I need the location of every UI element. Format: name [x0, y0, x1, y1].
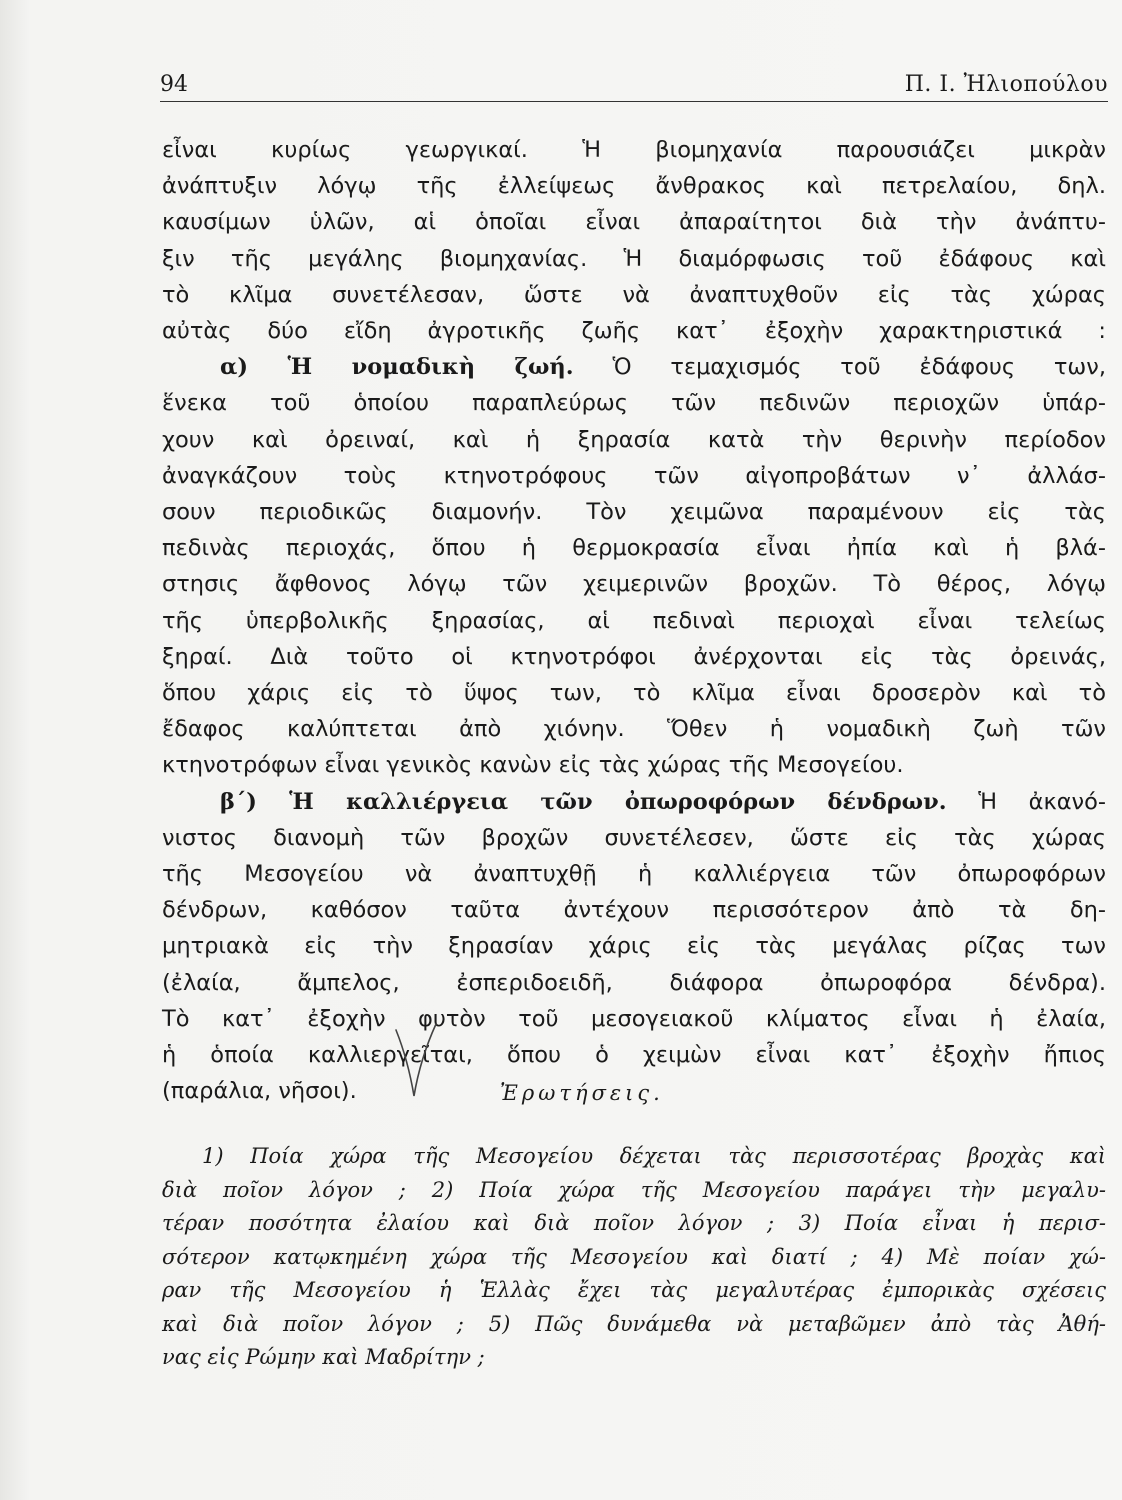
questions-block	[162, 1140, 1106, 1375]
body-line: ἕνεκα τοῦ ὁποίου παραπλεύρως τῶν πεδινῶν περιοχῶν ὑπάρ-	[162, 390, 1106, 417]
body-line: ξηραί. Διὰ τοῦτο οἱ κτηνοτρόφοι ἀνέρχονται εἰς τὰς ὀρεινάς,	[162, 643, 1106, 670]
question-line: ραν τῆς Μεσογείου ἡ Ἑλλὰς ἔχει τὰς μεγαλυτέρας ἐμπορικὰς σχέσεις	[162, 1278, 1106, 1302]
body-line: Τὸ κατ᾽ ἐξοχὴν φυτὸν τοῦ μεσογειακοῦ κλίματος εἶναι ἡ ἐλαία,	[162, 1005, 1106, 1032]
body-line: νιστος διανομὴ τῶν βροχῶν συνετέλεσεν, ὥστε εἰς τὰς χώρας	[162, 824, 1106, 851]
body-line: ἔδαφος καλύπτεται ἀπὸ χιόνην. Ὅθεν ἡ νομαδικὴ ζωὴ τῶν	[162, 716, 1106, 743]
question-line: 1) Ποία χώρα τῆς Μεσογείου δέχεται τὰς περισσοτέρας βροχὰς καὶ	[202, 1144, 1106, 1168]
running-header-author: Π. Ι. Ἠλιοπούλου	[904, 72, 1108, 97]
body-line: κτηνοτρόφων εἶναι γενικὸς κανὼν εἰς τὰς χώρας τῆς Μεσογείου.	[162, 752, 904, 779]
body-line: ἀνάπτυξιν λόγῳ τῆς ἐλλείψεως ἄνθρακος καὶ πετρελαίου, δηλ.	[162, 173, 1106, 200]
body-line: τῆς Μεσογείου νὰ ἀναπτυχθῇ ἡ καλλιέργεια τῶν ὀπωροφόρων	[162, 861, 1106, 888]
body-text	[162, 132, 1106, 1109]
section-a-first-line-text: Ὁ τεμαχισμός τοῦ ἐδάφους των,	[612, 354, 1106, 381]
question-line: σότερον κατῳκημένη χώρα τῆς Μεσογείου καὶ διατί ; 4) Μὲ ποίαν χώ-	[162, 1244, 1106, 1269]
page-number: 94	[160, 72, 188, 97]
body-line: ἀναγκάζουν τοὺς κτηνοτρόφους τῶν αἰγοπροβάτων ν᾽ ἀλλάσ-	[162, 462, 1106, 489]
body-line: χουν καὶ ὀρειναί, καὶ ἡ ξηρασία κατὰ τὴν θερινὴν περίοδον	[162, 426, 1106, 453]
section-a-heading: α) Ἡ νομαδικὴ ζωή.	[220, 354, 574, 381]
body-line: στησις ἄφθονος λόγῳ τῶν χειμερινῶν βροχῶν. Τὸ θέρος, λόγῳ	[162, 571, 1106, 598]
body-line: σουν περιοδικῶς διαμονήν. Τὸν χειμῶνα παραμένουν εἰς τὰς	[162, 499, 1106, 526]
section-b-heading: β΄) Ἡ καλλιέργεια τῶν ὀπωροφόρων δένδρων.	[220, 788, 947, 815]
body-line: (παράλια, νῆσοι).	[162, 1078, 357, 1105]
handwritten-check-mark	[392, 1022, 440, 1100]
body-line: πεδινὰς περιοχάς, ὅπου ἡ θερμοκρασία εἶναι ἠπία καὶ ἡ βλά-	[162, 535, 1106, 562]
header-rule	[160, 101, 1108, 102]
body-line: καυσίμων ὑλῶν, αἱ ὁποῖαι εἶναι ἀπαραίτητοι διὰ τὴν ἀνάπτυ-	[162, 209, 1106, 236]
question-line: διὰ ποῖον λόγον ; 2) Ποία χώρα τῆς Μεσογείου παράγει τὴν μεγαλυ-	[162, 1177, 1106, 1202]
section-b-first-line-text: Ἡ ἀκανό-	[978, 788, 1107, 815]
question-line: καὶ διὰ ποῖον λόγον ; 5) Πῶς δυνάμεθα νὰ μεταβῶμεν ἀπὸ τὰς Ἀθή-	[162, 1311, 1106, 1336]
body-line: (ἐλαία, ἄμπελος, ἐσπεριδοειδῆ, διάφορα ὀπωροφόρα δένδρα).	[162, 969, 1106, 996]
body-line: τῆς ὑπερβολικῆς ξηρασίας, αἱ πεδιναὶ περιοχαὶ εἶναι τελείως	[162, 607, 1106, 634]
question-line: τέραν ποσότητα ἐλαίου καὶ διὰ ποῖον λόγον ; 3) Ποία εἶναι ἡ περισ-	[162, 1211, 1106, 1235]
body-line: μητριακὰ εἰς τὴν ξηρασίαν χάρις εἰς τὰς μεγάλας ρίζας των	[162, 933, 1106, 960]
body-line: ὅπου χάρις εἰς τὸ ὕψος των, τὸ κλῖμα εἶναι δροσερὸν καὶ τὸ	[162, 680, 1106, 707]
body-line: ἡ ὁποία καλλιεργεῖται, ὅπου ὁ χειμὼν εἶναι κατ᾽ ἐξοχὴν ἤπιος	[162, 1042, 1106, 1069]
questions-title: Ἐρωτήσεις.	[500, 1081, 664, 1105]
running-header	[160, 68, 1108, 102]
section-a-first-line	[162, 349, 1106, 385]
section-b-first-line	[162, 784, 1106, 820]
body-line: ξιν τῆς μεγάλης βιομηχανίας. Ἡ διαμόρφωσις τοῦ ἐδάφους καὶ	[162, 245, 1106, 272]
body-line: εἶναι κυρίως γεωργικαί. Ἡ βιομηχανία παρουσιάζει μικρὰν	[162, 137, 1106, 163]
body-line: τὸ κλῖμα συνετέλεσαν, ὥστε νὰ ἀναπτυχθοῦν εἰς τὰς χώρας	[162, 281, 1106, 308]
question-line: νας εἰς Ρώμην καὶ Μαδρίτην ;	[162, 1345, 485, 1369]
body-line: δένδρων, καθόσον ταῦτα ἀντέχουν περισσότερον ἀπὸ τὰ δη-	[162, 897, 1106, 924]
body-line: αὐτὰς δύο εἴδη ἀγροτικῆς ζωῆς κατ᾽ ἐξοχὴν χαρακτηριστικά :	[162, 318, 1106, 345]
